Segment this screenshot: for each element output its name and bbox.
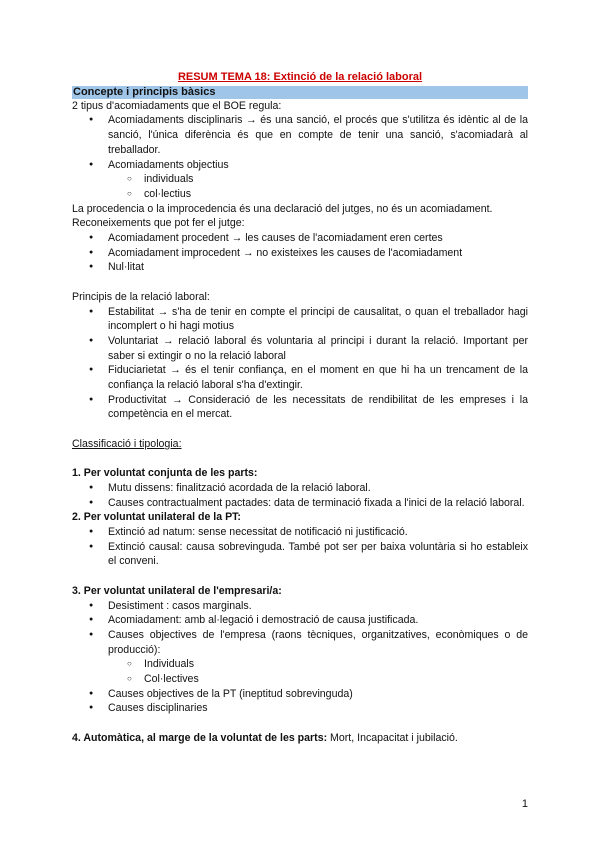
list-item: ● Extinció causal: causa sobrevinguda. També pot ser per baixa voluntària si ho estableix el conveni. [72, 540, 528, 569]
group-1-list [72, 481, 528, 510]
list-item: ● Extinció ad natum: sense necessitat de notificació ni justificació. [72, 525, 528, 540]
classification-heading: Classificació i tipologia: [72, 437, 182, 450]
group-2-heading: 2. Per voluntat unilateral de la PT: [72, 511, 241, 524]
list-item: ● Causes objectives de la PT (ineptitud sobrevinguda) [72, 687, 528, 702]
list-item: ○ Individuals [72, 657, 528, 672]
procedencia-text: La procedencia o la improcedencia és una declaració del jutges, no és un acomiadament. [72, 202, 493, 215]
judge-intro: Reconeixements que pot fer el jutge: [72, 217, 245, 230]
list-item: ● Causes objectives de l'empresa (raons tècniques, organitzatives, econòmiques o de producció): [72, 628, 528, 657]
group-4-text: Mort, Incapacitat i jubilació. [327, 731, 458, 744]
list-item: ● Productivitat → Consideració de les necessitats de rendibilitat de les empreses i la competència en el mercat. [72, 393, 528, 422]
list-item: ○ col·lectius [72, 187, 528, 202]
group-3-heading: 3. Per voluntat unilateral de l'empresari/a: [72, 584, 282, 597]
principles-list [72, 305, 528, 423]
list-item: ● Nul·litat [72, 260, 528, 275]
group-3-list-a [72, 599, 528, 658]
list-item: ● Voluntariat → relació laboral és voluntaria al principi i durant la relació. Important per saber si extingir o no la relació laboral [72, 334, 528, 363]
principles-intro: Principis de la relació laboral: [72, 290, 210, 303]
list-item: ● Fiduciarietat → és el tenir confiança, en el moment en que hi ha un trencament de la confiança la relació laboral s'ha d'extingir. [72, 363, 528, 392]
list-item: ○ Col·lectives [72, 672, 528, 687]
dismissal-types-list [72, 113, 528, 172]
page-number: 1 [521, 798, 528, 810]
list-item: ● Acomiadaments disciplinaris → és una sanció, el procés que s'utilitza és idèntic al de la sanció, l'única diferència és que en compte de tenir una sanció, s'acomiadarà al treballador. [72, 113, 528, 157]
list-item: ● Acomiadament procedent → les causes de l'acomiadament eren certes [72, 231, 528, 246]
intro-text: 2 tipus d'acomiadaments que el BOE regula: [72, 99, 282, 112]
list-item: ● Causes contractualment pactades: data de terminació fixada a l'inici de la relació laboral. [72, 496, 528, 511]
list-item: ● Estabilitat → s'ha de tenir en compte el principi de causalitat, o quan el treballador hagi incomplert o hi hagi motius [72, 305, 528, 334]
group-4-line [72, 731, 528, 746]
group-4-heading: 4. Automàtica, al marge de la voluntat de les parts: [72, 731, 328, 744]
group-1-heading: 1. Per voluntat conjunta de les parts: [72, 467, 258, 480]
list-item: ● Mutu dissens: finalització acordada de la relació laboral. [72, 481, 528, 496]
list-item: ● Causes disciplinaries [72, 701, 528, 716]
list-item: ○ individuals [72, 172, 528, 187]
group-3-sub-list [72, 657, 528, 686]
judge-list [72, 231, 528, 275]
list-item: ● Acomiadament improcedent → no existeixes les causes de l'acomiadament [72, 246, 528, 261]
objective-sub-list [72, 172, 528, 201]
list-item: ● Acomiadament: amb al·legació i demostració de causa justificada. [72, 613, 528, 628]
document-title: RESUM TEMA 18: Extinció de la relació laboral [177, 71, 423, 83]
list-item: ● Acomiadaments objectius [72, 158, 528, 173]
group-2-list [72, 525, 528, 569]
group-3-list-b [72, 687, 528, 716]
list-item: ● Desistiment : casos marginals. [72, 599, 528, 614]
document-page [72, 70, 528, 746]
section-heading: Concepte i principis bàsics [72, 86, 528, 99]
